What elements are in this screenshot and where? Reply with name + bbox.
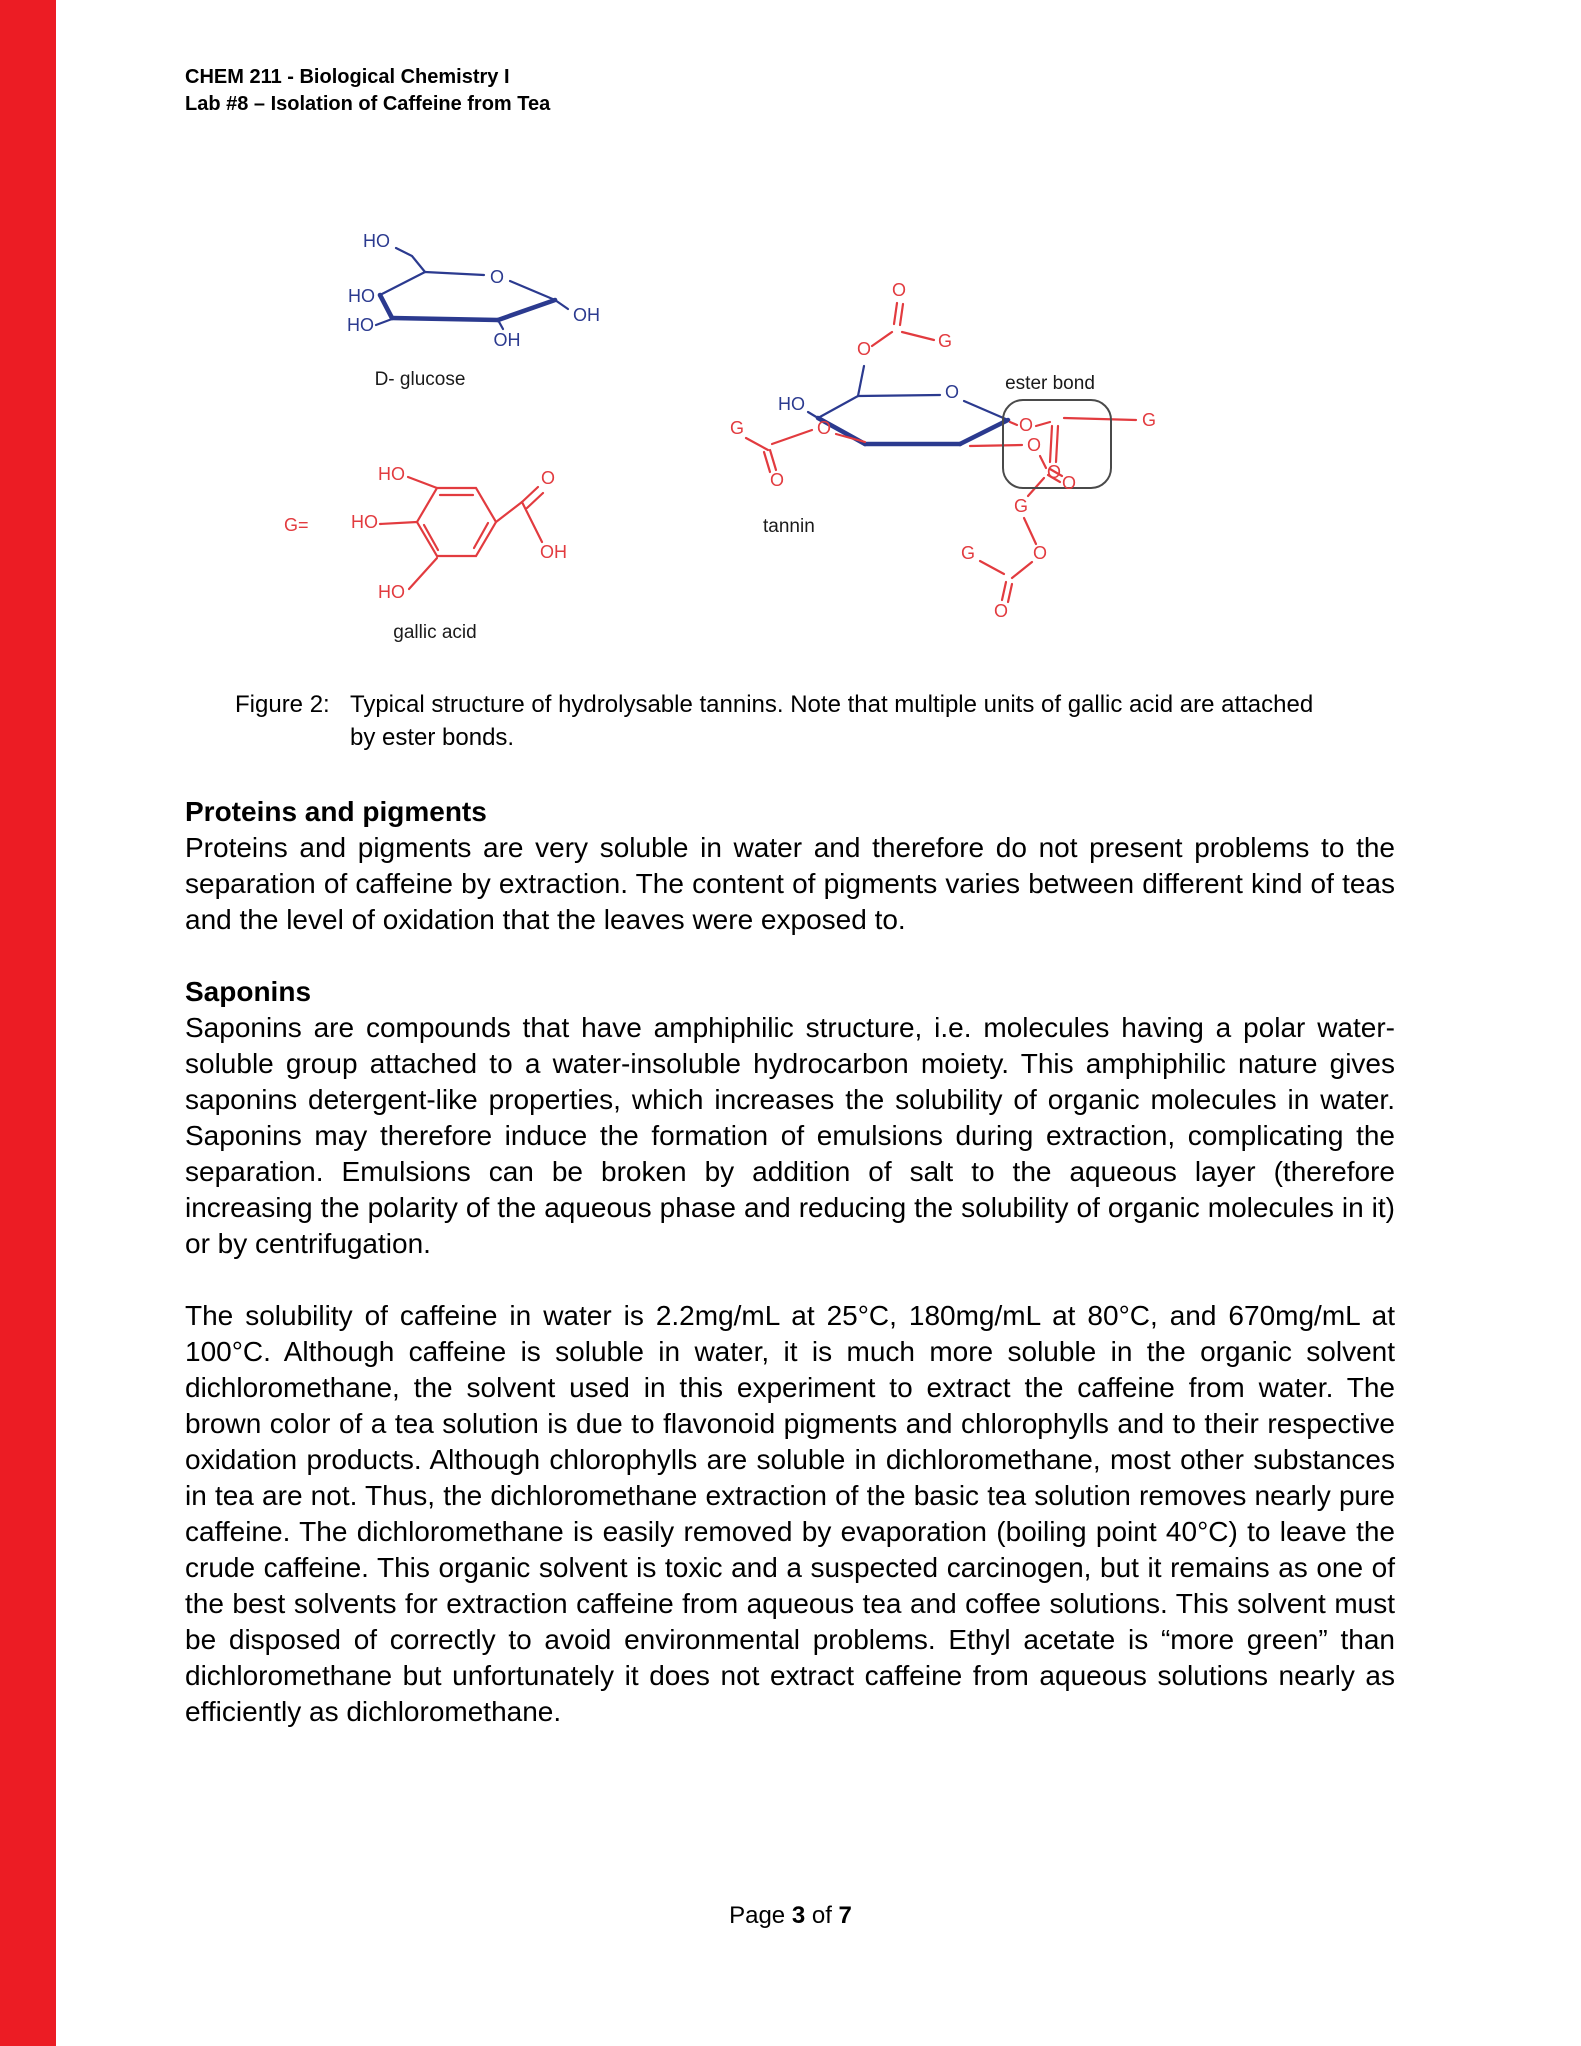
atom-mid-carbonyl-o: O xyxy=(1061,473,1077,493)
atom-mid-ester-o: O xyxy=(1026,435,1042,455)
atom-carbonyl-o: O xyxy=(540,468,556,488)
atom-left-g: G xyxy=(729,418,745,438)
atom-box-carbonyl-o: O xyxy=(1046,462,1062,482)
atom-ring-o: O xyxy=(944,382,960,402)
atom-oh: OH xyxy=(540,542,567,562)
g-equals-label: G= xyxy=(284,515,309,535)
tannin-label: tannin xyxy=(763,516,815,537)
atom-top-g: G xyxy=(938,331,953,351)
atom-ho-top: HO xyxy=(363,231,390,251)
gallic-acid-bonds xyxy=(380,477,543,589)
atom-low-ester-o: O xyxy=(1032,543,1048,563)
footer-page-number: 3 xyxy=(791,1902,806,1929)
atom-low-carbonyl-o: O xyxy=(993,601,1009,621)
atom-ho-top: HO xyxy=(378,464,405,484)
section-proteins-and-pigments xyxy=(185,794,1395,938)
figure-2-graphics xyxy=(185,118,1395,658)
glucose-bonds xyxy=(376,248,568,329)
atom-mid-g: G xyxy=(1013,496,1029,516)
atom-oh-bottom: OH xyxy=(493,330,521,350)
lab-title: Lab #8 – Isolation of Caffeine from Tea xyxy=(185,93,551,115)
document-header xyxy=(185,64,1395,118)
proteins-body: Proteins and pigments are very soluble in water and therefore do not present problems to the separation of caffeine by extraction. The content of pigments varies between different kind of teas and the level of oxidation that the leaves were exposed to. xyxy=(185,832,1395,935)
gallic-acid-label: gallic acid xyxy=(393,622,477,643)
tannin-glucose-core-bonds xyxy=(808,366,1008,444)
atom-top-ester-o: O xyxy=(856,339,872,359)
figure-caption-line2: by ester bonds. xyxy=(350,724,515,751)
saponins-heading: Saponins xyxy=(185,976,312,1007)
glucose-label: D- glucose xyxy=(374,369,466,390)
proteins-heading: Proteins and pigments xyxy=(185,796,487,827)
left-red-stripe xyxy=(0,0,56,2046)
tannin-structure xyxy=(700,270,1180,630)
atom-ho: HO xyxy=(778,394,805,414)
footer-word-page: Page xyxy=(729,1902,786,1929)
atom-ho-left: HO xyxy=(351,512,378,532)
atom-left-carbonyl-o: O xyxy=(769,470,785,490)
figure-caption xyxy=(185,688,1395,754)
atom-ho-bottom: HO xyxy=(378,582,405,602)
atom-left-ester-o: O xyxy=(816,418,832,438)
atom-ho-left-upper: HO xyxy=(348,286,375,306)
atom-ho-left-lower: HO xyxy=(347,315,374,335)
atom-low-g: G xyxy=(960,543,976,563)
atom-ring-o: O xyxy=(489,267,505,287)
page-content xyxy=(185,0,1395,1730)
saponins-body: Saponins are compounds that have amphiphilic structure, i.e. molecules having a polar water-soluble group attached to a water-insoluble hydrocarbon moiety. This amphiphilic nature gives saponins detergent-like properties, which increases the solubility of organic molecules in water. Saponins may therefore induce the formation of emulsions during extraction, complicating the separation. Emulsions can be broken by addition of salt to the aqueous layer (therefore increasing the polarity of the aqueous phase and reducing the solubility of organic molecules in it) or by centrifugation. xyxy=(185,1012,1395,1259)
solubility-paragraph: The solubility of caffeine in water is 2.2mg/mL at 25°C, 180mg/mL at 80°C, and 670mg/mL at 100°C. Although caffeine is soluble in water, it is much more soluble in the organic solvent dichloromethane, the solvent used in this experiment to extract the caffeine from water. The brown color of a tea solution is due to flavonoid pigments and chlorophylls and to their respective oxidation products. Although chlorophylls are soluble in dichloromethane, most other substances in tea are not. Thus, the dichloromethane extraction of the basic tea solution removes nearly pure caffeine. The dichloromethane is easily removed by evaporation (boiling point 40°C) to leave the crude caffeine. This organic solvent is toxic and a suspected carcinogen, but it remains as one of the best solvents for extraction caffeine from aqueous tea and coffee solutions. This solvent must be disposed of correctly to avoid environmental problems. Ethyl acetate is “more green” than dichloromethane but unfortunately it does not extract caffeine from aqueous solutions nearly as efficiently as dichloromethane. xyxy=(185,1300,1395,1727)
figure-caption-label: Figure 2: xyxy=(235,691,330,718)
page-footer xyxy=(0,1902,1581,1930)
atom-box-g: G xyxy=(1142,410,1157,430)
figure-caption-line1: Typical structure of hydrolysable tannins. Note that multiple units of gallic acid are attached xyxy=(350,691,1314,718)
atom-top-carbonyl-o: O xyxy=(891,280,907,300)
section-saponins xyxy=(185,974,1395,1262)
figure-caption-text xyxy=(350,688,1313,754)
atom-oh-right: OH xyxy=(573,305,600,325)
gallic-acid-structure xyxy=(270,440,590,655)
footer-total-pages: 7 xyxy=(838,1902,852,1929)
course-title: CHEM 211 - Biological Chemistry I xyxy=(185,66,510,88)
footer-word-of: of xyxy=(811,1902,832,1929)
d-glucose-structure xyxy=(330,215,620,400)
atom-box-ester-o: O xyxy=(1018,415,1034,435)
ester-bond-label: ester bond xyxy=(1005,373,1095,394)
